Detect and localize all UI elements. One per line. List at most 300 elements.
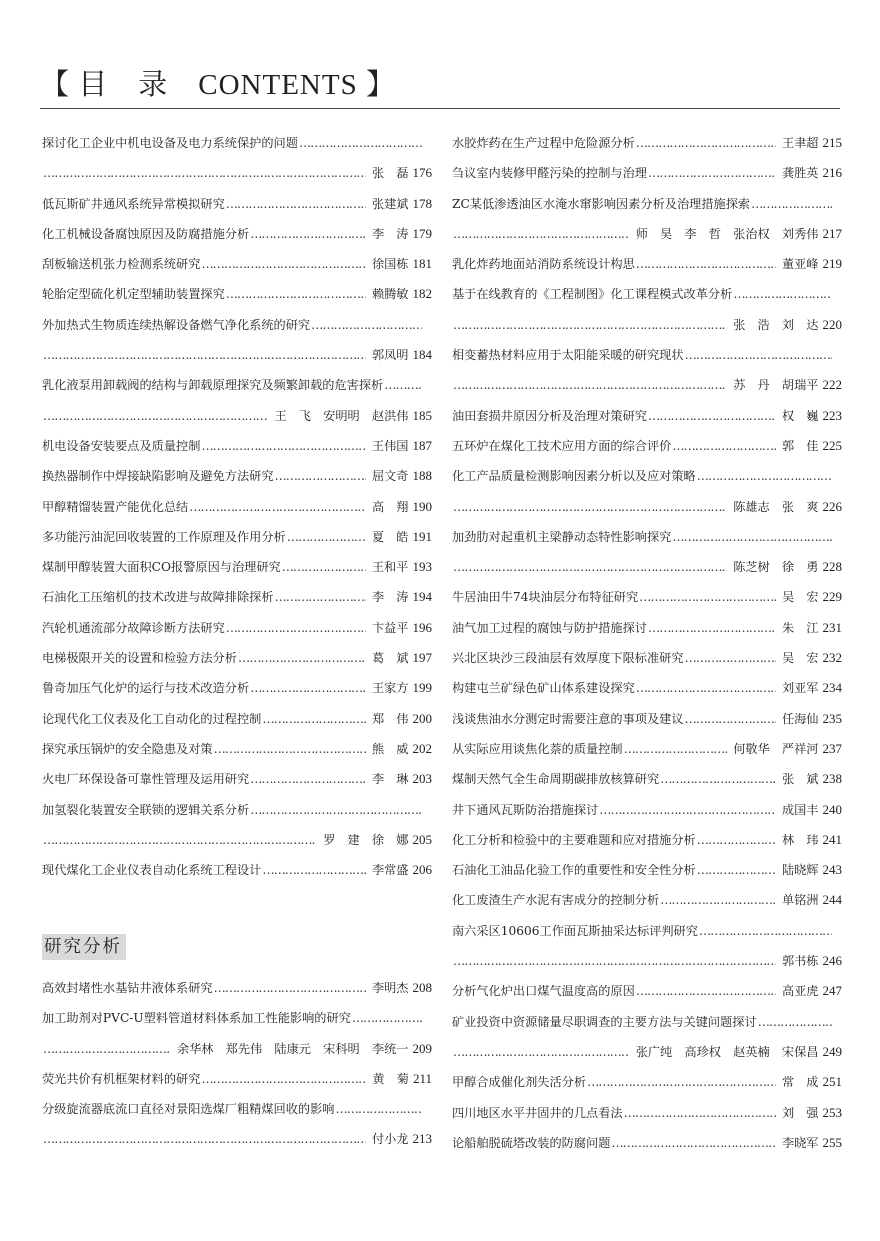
entry-title: 外加热式生物质连续热解设备燃气净化系统的研究 (42, 317, 311, 332)
entry-page-number: 185 (412, 407, 432, 423)
entry-author: 王 飞 安明明 赵洪伟 (274, 408, 409, 423)
entry-page-number: 188 (412, 468, 432, 484)
entry-author: 刘 强 (781, 1105, 819, 1120)
entry-page-number: 229 (822, 589, 842, 605)
dot-leader (225, 279, 366, 309)
dot-leader (351, 1003, 422, 1033)
entry-author: 常 成 (781, 1075, 819, 1090)
dot-leader (647, 158, 776, 188)
entry-page-number: 234 (822, 680, 842, 696)
entry-author: 林 玮 (781, 832, 819, 847)
entry-title: 火电厂环保设备可靠性管理及运用研究 (42, 772, 250, 787)
entry-page-number: 200 (412, 710, 432, 726)
toc-entry (42, 973, 432, 1003)
toc-entry (42, 1034, 432, 1064)
entry-author: 李明杰 (371, 981, 409, 995)
dot-leader (635, 128, 776, 158)
entry-page-number (838, 522, 842, 552)
dot-leader (383, 370, 422, 400)
dot-leader (42, 401, 268, 431)
entry-title: 轮胎定型硫化机定型辅助装置探究 (42, 287, 225, 302)
entry-page-number (428, 795, 432, 825)
entry-title: 高效封堵性水基钻井液体系研究 (42, 981, 213, 995)
entry-title: 探究承压锅炉的安全隐患及对策 (42, 741, 213, 756)
toc-entry (452, 1067, 842, 1097)
entry-page-number: 187 (412, 437, 432, 453)
toc-entry (452, 128, 842, 158)
entry-page-number: 240 (822, 801, 842, 817)
toc-entry (42, 522, 432, 552)
entry-author: 高亚虎 (781, 984, 819, 999)
toc-entry (42, 431, 432, 461)
toc-entry (42, 1124, 432, 1154)
entry-author: 龚胜英 (781, 166, 819, 181)
header-rule (40, 108, 840, 109)
entry-page-number: 251 (822, 1074, 842, 1090)
entry-page-number: 253 (822, 1104, 842, 1120)
entry-title: 石油化工油品化验工作的重要性和安全性分析 (452, 863, 696, 878)
toc-entry (42, 734, 432, 764)
dot-leader (335, 1094, 423, 1124)
section-heading (42, 934, 126, 960)
entry-title: 石油化工压缩机的技术改进与故障排除探析 (42, 590, 274, 605)
entry-author: 张建斌 (371, 196, 409, 211)
entry-title: ZC某低渗透油区水淹水窜影响因素分析及治理措施探索 (452, 196, 751, 211)
entry-page-number: 182 (412, 286, 432, 302)
entry-title: 相变蓄热材料应用于太阳能采暖的研究现状 (452, 348, 684, 363)
toc-entry (452, 795, 842, 825)
toc-entry (452, 946, 842, 976)
entry-page-number: 247 (822, 983, 842, 999)
toc-entry (42, 128, 432, 158)
dot-leader (274, 461, 366, 491)
dot-leader (225, 613, 366, 643)
dot-leader (452, 1037, 630, 1067)
entry-page-number (428, 128, 432, 158)
entry-title: 汽轮机通流部分故障诊断方法研究 (42, 620, 225, 635)
dot-leader (200, 431, 366, 461)
entry-author: 权 巍 (781, 408, 819, 423)
toc-entry (452, 219, 842, 249)
entry-page-number: 220 (822, 316, 842, 332)
entry-title: 浅谈焦油水分测定时需要注意的事项及建议 (452, 711, 684, 726)
entry-author: 黄 菊 (372, 1071, 409, 1086)
entry-title: 油田套损井原因分析及治理对策研究 (452, 408, 647, 423)
entry-page-number: 243 (822, 862, 842, 878)
entry-title: 机电设备安装要点及质量控制 (42, 438, 201, 453)
toc-entry (452, 189, 842, 219)
entry-author: 王和平 (371, 560, 409, 575)
entry-author: 吴 宏 (781, 590, 819, 605)
dot-leader (249, 219, 366, 249)
dot-leader (659, 764, 776, 794)
dot-leader (598, 795, 776, 825)
toc-entry (452, 522, 842, 552)
entry-page-number: 238 (822, 771, 842, 787)
entry-page-number: 237 (822, 740, 842, 756)
dot-leader (452, 310, 727, 340)
entry-title: 五环炉在煤化工技术应用方面的综合评价 (452, 438, 672, 453)
entry-author: 董亚峰 (781, 257, 819, 272)
entry-author: 陆晓辉 (781, 863, 819, 878)
entry-page-number: 193 (412, 559, 432, 575)
toc-entry (452, 401, 842, 431)
entry-page-number: 184 (412, 347, 432, 363)
dot-leader (274, 582, 366, 612)
dot-leader (684, 340, 832, 370)
dot-leader (200, 1064, 366, 1094)
entry-title: 南六采区10606工作面瓦斯抽采达标评判研究 (452, 923, 698, 938)
dot-leader (298, 128, 422, 158)
entry-page-number: 213 (412, 1131, 432, 1147)
dot-leader (452, 552, 727, 582)
toc-entry (42, 1094, 432, 1124)
entry-page-number: 197 (412, 650, 432, 666)
entry-author: 郭书栋 (781, 954, 819, 969)
entry-title: 油气加工过程的腐蚀与防护措施探讨 (452, 620, 647, 635)
toc-entry (452, 431, 842, 461)
entry-title: 基于在线教育的《工程制图》化工课程模式改革分析 (452, 287, 733, 302)
entry-page-number: 231 (822, 619, 842, 635)
entry-title: 加氢裂化装置安全联锁的逻辑关系分析 (42, 802, 250, 817)
entry-title: 矿业投资中资源储量尽职调查的主要方法与关键问题探讨 (452, 1014, 757, 1029)
entry-page-number: 208 (412, 980, 432, 995)
entry-page-number: 211 (412, 1070, 432, 1086)
entry-author: 陈雄志 张 爽 (733, 499, 819, 514)
toc-entry (42, 370, 432, 400)
entry-author: 王伟国 (371, 438, 409, 453)
entry-page-number: 249 (822, 1043, 842, 1059)
dot-leader (237, 643, 366, 673)
entry-page-number (838, 340, 842, 370)
entry-page-number: 228 (822, 559, 842, 575)
toc-entry (452, 492, 842, 522)
entry-author: 单铭洲 (781, 893, 819, 908)
toc-entry (42, 855, 432, 885)
entry-author: 张广纯 高珍权 赵英楠 宋保昌 (635, 1044, 819, 1059)
entry-page-number (838, 1007, 842, 1037)
entry-author: 郭凤明 (371, 348, 409, 363)
dot-leader (610, 1128, 776, 1158)
entry-author: 刘亚军 (781, 681, 819, 696)
dot-leader (310, 310, 422, 340)
toc-entry (42, 340, 432, 370)
entry-page-number: 222 (822, 377, 842, 393)
entry-title: 低瓦斯矿井通风系统异常模拟研究 (42, 196, 225, 211)
entry-title: 化工机械设备腐蚀原因及防腐措施分析 (42, 226, 250, 241)
entry-author: 李 涛 (371, 226, 409, 241)
toc-entry (452, 279, 842, 309)
entry-author: 苏 丹 胡瑞平 (733, 378, 819, 393)
entry-title: 电梯极限开关的设置和检验方法分析 (42, 651, 237, 666)
entry-page-number: 199 (412, 680, 432, 696)
entry-author: 王家方 (371, 681, 409, 696)
entry-title: 煤制甲醇装置大面积CO报警原因与治理研究 (42, 560, 281, 575)
dot-leader (586, 1067, 776, 1097)
toc-entry (452, 643, 842, 673)
entry-page-number: 206 (412, 862, 432, 878)
dot-leader (286, 522, 366, 552)
dot-leader (281, 552, 366, 582)
entry-author: 郑 伟 (371, 711, 409, 726)
entry-page-number: 205 (412, 831, 432, 847)
entry-page-number: 225 (822, 437, 842, 453)
dot-leader (635, 976, 776, 1006)
entry-page-number: 196 (412, 619, 432, 635)
entry-title: 井下通风瓦斯防治措施探讨 (452, 802, 599, 817)
entry-author: 何敬华 严祥河 (733, 741, 819, 756)
toc-entry (452, 310, 842, 340)
dot-leader (42, 825, 317, 855)
contents-header: 【 目 录 CONTENTS 】 (40, 69, 396, 101)
dot-leader (647, 401, 776, 431)
entry-title: 加工助剂对PVC-U塑料管道材料体系加工性能影响的研究 (42, 1011, 351, 1026)
dot-leader (249, 795, 422, 825)
entry-title: 论现代化工仪表及化工自动化的过程控制 (42, 711, 262, 726)
entry-author: 余华林 郑先伟 陆康元 宋科明 李统一 (176, 1041, 409, 1056)
toc-entry (452, 885, 842, 915)
dot-leader (452, 946, 776, 976)
entry-title: 化工废渣生产水泥有害成分的控制分析 (452, 893, 660, 908)
entry-author: 葛 斌 (371, 651, 409, 666)
entry-page-number: 223 (822, 407, 842, 423)
toc-entry (452, 855, 842, 885)
toc-entry (452, 704, 842, 734)
entry-title: 现代煤化工企业仪表自动化系统工程设计 (42, 863, 262, 878)
dot-leader (635, 249, 776, 279)
dot-leader (42, 158, 366, 188)
toc-entry (452, 1037, 842, 1067)
dot-leader (659, 885, 776, 915)
entry-author: 陈芝树 徐 勇 (733, 560, 819, 575)
dot-leader (698, 916, 832, 946)
toc-entry (42, 764, 432, 794)
dot-leader (249, 764, 366, 794)
dot-leader (757, 1007, 832, 1037)
entry-title: 乳化液泵用卸载阀的结构与卸载原理探究及频繁卸载的危害探析 (42, 378, 384, 393)
entry-author: 张 斌 (781, 772, 819, 787)
toc-entry (452, 461, 842, 491)
dot-leader (684, 704, 776, 734)
toc-entry (42, 279, 432, 309)
dot-leader (696, 855, 776, 885)
entry-title: 化工分析和检验中的主要难题和应对措施分析 (452, 832, 696, 847)
entry-page-number: 235 (822, 710, 842, 726)
dot-leader (200, 249, 366, 279)
toc-entry (452, 613, 842, 643)
entry-page-number: 194 (412, 589, 432, 605)
entry-title: 探讨化工企业中机电设备及电力系统保护的问题 (42, 136, 298, 150)
dot-leader (452, 370, 727, 400)
entry-title: 分级旋流器底流口直径对景阳选煤厂粗精煤回收的影响 (42, 1102, 335, 1117)
entry-author: 徐国栋 (371, 257, 409, 272)
entry-title: 论船舶脱硫塔改装的防腐问题 (452, 1135, 611, 1150)
entry-page-number: 191 (412, 528, 432, 544)
entry-page-number (428, 310, 432, 340)
entry-title: 煤制天然气全生命周期碳排放核算研究 (452, 772, 660, 787)
toc-entry (452, 734, 842, 764)
dot-leader (696, 825, 776, 855)
entry-page-number: 190 (412, 498, 432, 514)
entry-title: 刮板输送机张力检测系统研究 (42, 257, 201, 272)
entry-page-number: 179 (412, 225, 432, 241)
dot-leader (452, 492, 727, 522)
dot-leader (42, 1124, 366, 1154)
entry-page-number (428, 370, 432, 400)
toc-entry (42, 704, 432, 734)
toc-entry (452, 825, 842, 855)
entry-page-number: 216 (822, 165, 842, 181)
entry-author: 张 浩 刘 达 (733, 317, 819, 332)
entry-title: 化工产品质量检测影响因素分析以及应对策略 (452, 469, 696, 484)
entry-title: 鲁奇加压气化炉的运行与技术改造分析 (42, 681, 250, 696)
entry-title: 水胶炸药在生产过程中危险源分析 (452, 136, 635, 150)
toc-entry (452, 340, 842, 370)
dot-leader (647, 613, 776, 643)
entry-title: 从实际应用谈焦化萘的质量控制 (452, 741, 623, 756)
entry-author: 任海仙 (781, 711, 819, 726)
entry-title: 乳化炸药地面站消防系统设计构思 (452, 257, 635, 272)
entry-author: 张 磊 (371, 166, 409, 181)
entry-author: 李晓军 (781, 1135, 819, 1150)
entry-page-number (838, 461, 842, 491)
dot-leader (188, 492, 366, 522)
toc-entry (42, 492, 432, 522)
entry-page-number (838, 189, 842, 219)
entry-title: 牛居油田牛74块油层分布特征研究 (452, 590, 639, 605)
entry-title: 构建屯兰矿绿色矿山体系建设探究 (452, 681, 635, 696)
toc-entry (42, 795, 432, 825)
entry-page-number: 226 (822, 498, 842, 514)
entry-title: 荧光共价有机框架材料的研究 (42, 1071, 201, 1086)
entry-author: 李常盛 (371, 863, 409, 878)
entry-title: 四川地区水平井固井的几点看法 (452, 1105, 623, 1120)
dot-leader (750, 189, 832, 219)
dot-leader (671, 522, 832, 552)
entry-author: 卞益平 (371, 620, 409, 635)
toc-entry (42, 189, 432, 219)
toc-entry (452, 249, 842, 279)
entry-author: 朱 江 (781, 620, 819, 635)
dot-leader (696, 461, 832, 491)
entry-page-number: 209 (412, 1040, 432, 1056)
dot-leader (261, 855, 366, 885)
dot-leader (213, 973, 366, 1003)
toc-entry (42, 461, 432, 491)
entry-title: 甲醇合成催化剂失活分析 (452, 1075, 587, 1090)
entry-page-number: 246 (822, 953, 842, 969)
toc-entry (452, 1098, 842, 1128)
entry-page-number (838, 916, 842, 946)
entry-page-number: 215 (822, 135, 842, 150)
entry-title: 分析气化炉出口煤气温度高的原因 (452, 984, 635, 999)
toc-entry (42, 249, 432, 279)
toc-entry (452, 764, 842, 794)
toc-entry (42, 643, 432, 673)
entry-author: 李 涛 (371, 590, 409, 605)
entry-page-number: 176 (412, 165, 432, 181)
toc-entry (42, 310, 432, 340)
toc-entry (42, 582, 432, 612)
toc-entry (42, 158, 432, 188)
dot-leader (42, 340, 366, 370)
entry-title: 兴北区块沙三段油层有效厚度下限标准研究 (452, 651, 684, 666)
entry-page-number: 219 (822, 256, 842, 272)
dot-leader (225, 189, 366, 219)
toc-entry (42, 401, 432, 431)
toc-entry (452, 1128, 842, 1158)
dot-leader (671, 431, 776, 461)
toc-entry (42, 552, 432, 582)
entry-page-number: 217 (822, 225, 842, 241)
entry-title: 甲醇精馏装置产能优化总结 (42, 499, 189, 514)
research-entries (42, 973, 432, 1155)
entry-author: 郭 佳 (781, 438, 819, 453)
toc-entry (452, 552, 842, 582)
dot-leader (213, 734, 366, 764)
toc-entry (452, 158, 842, 188)
entry-page-number: 202 (412, 740, 432, 756)
entry-author: 熊 威 (371, 741, 409, 756)
toc-entry (42, 1003, 432, 1033)
entry-author: 付小龙 (371, 1132, 409, 1147)
toc-entry (452, 916, 842, 946)
toc-entry (42, 1064, 432, 1094)
entry-title: 多功能污油泥回收装置的工作原理及作用分析 (42, 529, 286, 544)
toc-entry (42, 673, 432, 703)
toc-entry (452, 673, 842, 703)
entry-page-number: 232 (822, 650, 842, 666)
left-entries (42, 128, 432, 885)
toc-entry (42, 825, 432, 855)
entry-title: 刍议室内装修甲醛污染的控制与治理 (452, 166, 647, 181)
toc-entry (452, 1007, 842, 1037)
dot-leader (623, 734, 728, 764)
dot-leader (452, 219, 630, 249)
dot-leader (684, 643, 776, 673)
entry-author: 夏 皓 (371, 529, 409, 544)
dot-leader (638, 582, 776, 612)
entry-author: 成国丰 (781, 802, 819, 817)
entry-page-number: 255 (822, 1134, 842, 1150)
dot-leader (249, 673, 366, 703)
section-title: 研究分析 (44, 937, 122, 957)
entry-author: 吴 宏 (781, 651, 819, 666)
entry-page-number: 203 (412, 771, 432, 787)
entry-page-number (838, 279, 842, 309)
toc-entry (42, 219, 432, 249)
entry-page-number: 241 (822, 831, 842, 847)
entry-author: 李 琳 (371, 772, 409, 787)
entry-author: 屈文奇 (371, 469, 409, 484)
dot-leader (623, 1098, 776, 1128)
entry-page-number: 244 (822, 892, 842, 908)
entry-page-number (428, 1003, 432, 1033)
toc-entry (452, 976, 842, 1006)
entry-author: 师 昊 李 哲 张治权 刘秀伟 (635, 226, 819, 241)
dot-leader (635, 673, 776, 703)
entry-author: 罗 建 徐 娜 (323, 832, 409, 847)
dot-leader (261, 704, 366, 734)
entry-author: 高 翔 (371, 499, 409, 514)
entry-page-number: 178 (412, 195, 432, 211)
entry-title: 换热器制作中焊接缺陷影响及避免方法研究 (42, 469, 274, 484)
toc-entry (42, 613, 432, 643)
toc-entry (452, 582, 842, 612)
entry-author: 王聿超 (781, 136, 819, 150)
entry-page-number: 181 (412, 256, 432, 272)
toc-entry (452, 370, 842, 400)
